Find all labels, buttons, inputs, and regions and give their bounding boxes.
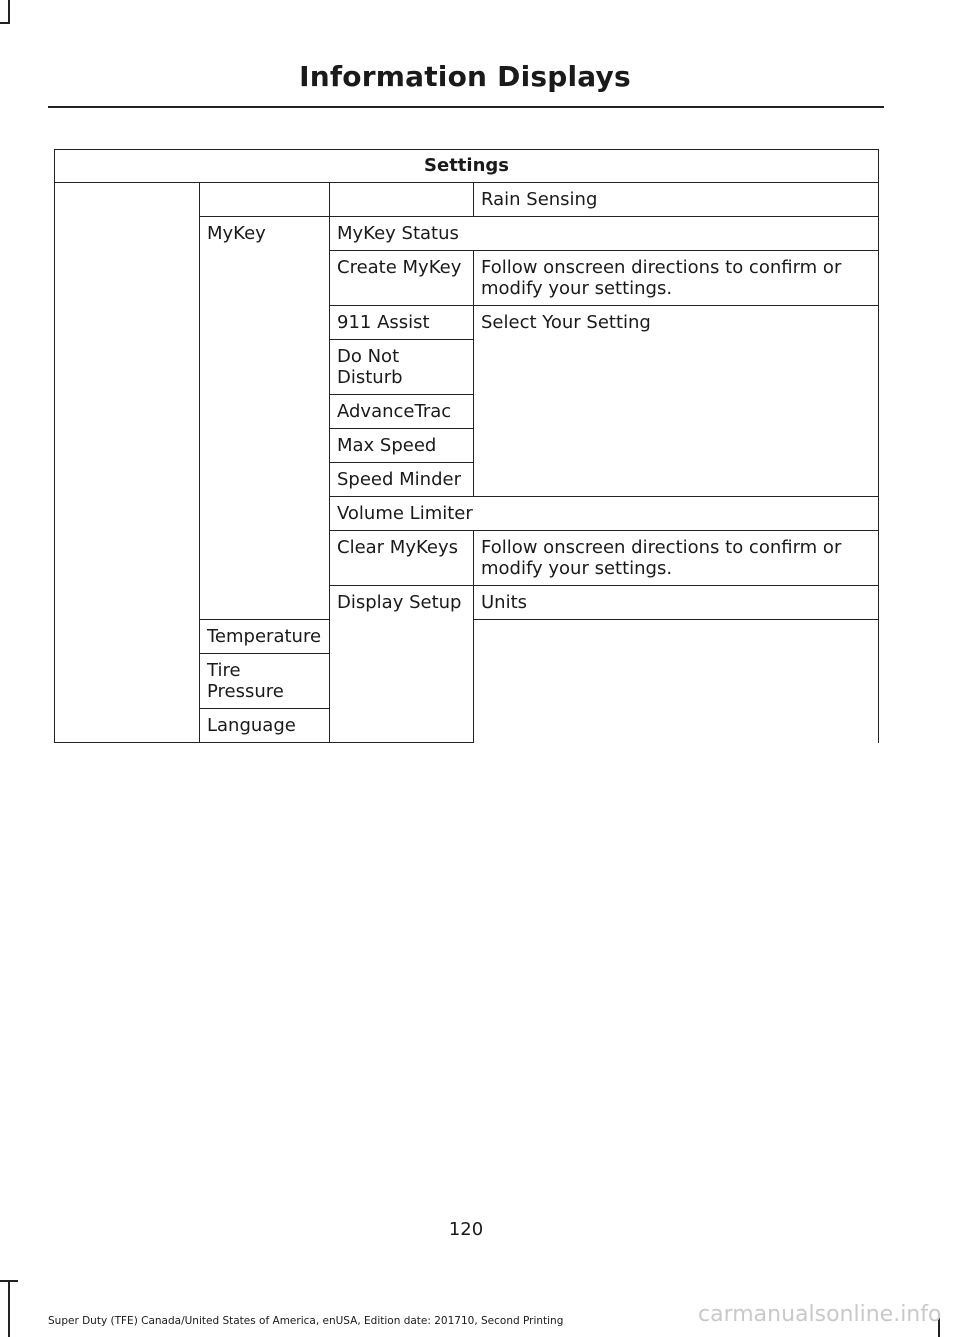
- empty-cell: [200, 183, 330, 217]
- cell-units: Units: [474, 586, 879, 620]
- cell-select-setting: Select Your Setting: [474, 306, 879, 497]
- empty-first-column: [55, 183, 200, 743]
- cell-max-speed: Max Speed: [330, 429, 474, 463]
- empty-cell: [330, 183, 474, 217]
- cell-follow-directions: Follow onscreen directions to confirm or modify your settings.: [474, 251, 879, 306]
- cell-mykey-status: MyKey Status: [330, 217, 879, 251]
- cell-follow-directions: Follow onscreen directions to confirm or modify your settings.: [474, 531, 879, 586]
- table-header-row: [55, 150, 879, 183]
- cell-display-setup: Display Setup: [330, 586, 474, 743]
- cell-create-mykey: Create MyKey: [330, 251, 474, 306]
- watermark: carmanualsonline.info: [698, 1302, 942, 1327]
- table-heading: Settings: [55, 150, 879, 183]
- cell-advancetrac: AdvanceTrac: [330, 395, 474, 429]
- crop-mark-top-left-v: [8, 0, 10, 22]
- crop-mark-top-left-h: [0, 22, 10, 24]
- cell-temperature: Temperature: [200, 620, 330, 654]
- edition-footer: Super Duty (TFE) Canada/United States of America, enUSA, Edition date: 201710, Second Printing: [48, 1315, 564, 1327]
- cell-mykey: MyKey: [200, 217, 330, 620]
- cell-clear-mykeys: Clear MyKeys: [330, 531, 474, 586]
- cell-language: Language: [200, 709, 330, 743]
- page-title: Information Displays: [299, 60, 631, 93]
- table-row: [55, 183, 879, 217]
- crop-mark-bottom-left-h: [0, 1280, 18, 1282]
- header-rule: [48, 106, 884, 108]
- crop-mark-bottom-left-v: [8, 1280, 10, 1337]
- page-number: 120: [448, 1219, 484, 1240]
- cell-volume-limiter: Volume Limiter: [330, 497, 879, 531]
- cell-speed-minder: Speed Minder: [330, 463, 474, 497]
- cell-tire-pressure: Tire Pressure: [200, 654, 330, 709]
- cell-do-not-disturb: Do Not Disturb: [330, 340, 474, 395]
- cell-911-assist: 911 Assist: [330, 306, 474, 340]
- cell-rain-sensing: Rain Sensing: [474, 183, 879, 217]
- settings-table: [54, 149, 879, 743]
